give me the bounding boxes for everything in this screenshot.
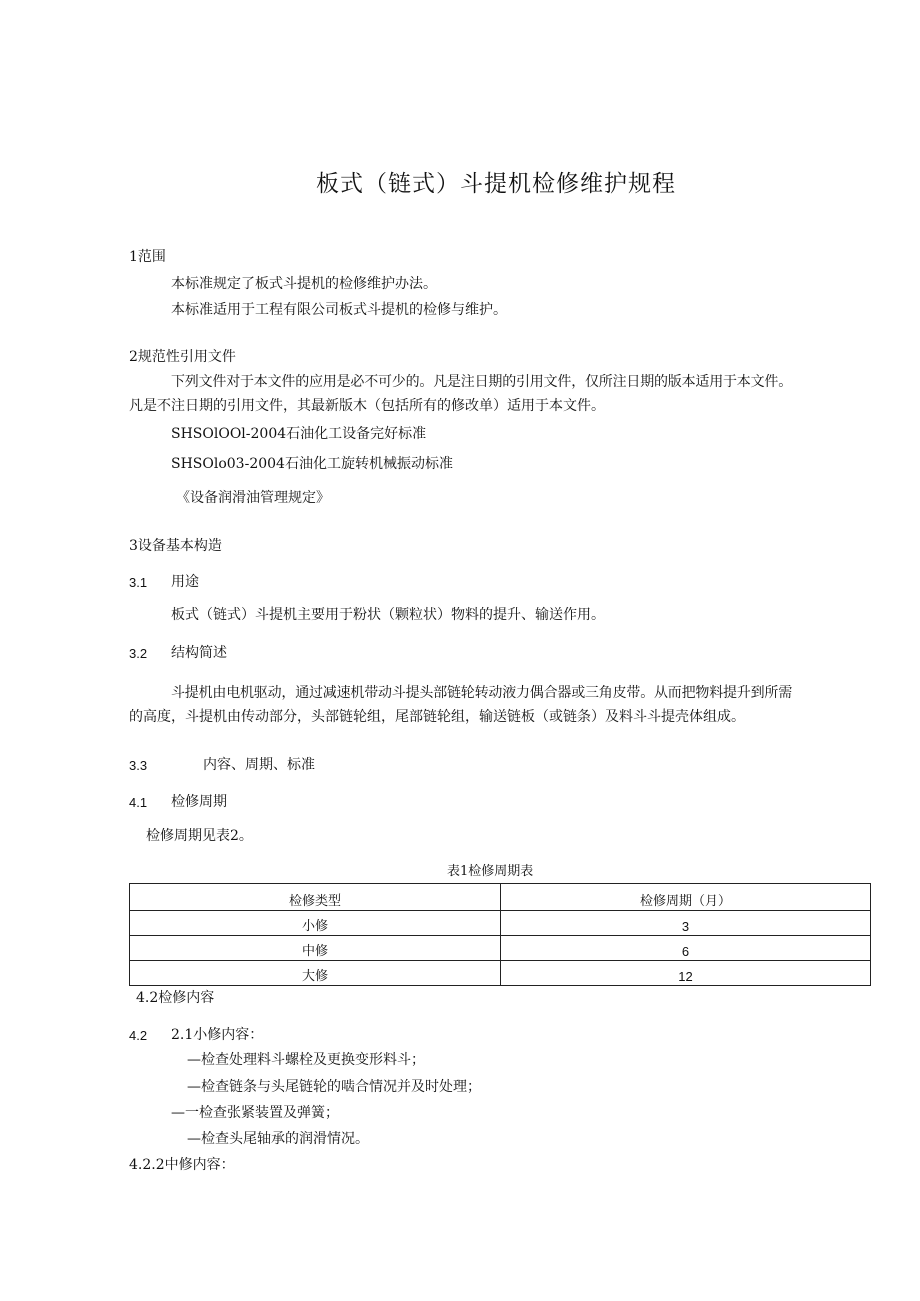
table-header-row (130, 884, 871, 911)
section-number: 3.1 (129, 575, 148, 590)
paragraph: 本标准适用于工程有限公司板式斗提机的检修与维护。 (171, 302, 507, 318)
section-number: 3.3 (129, 758, 148, 773)
list-item: —检查链条与头尾链轮的啮合情况并及时处理； (187, 1079, 481, 1095)
table-header-cell: 检修周期（月） (501, 884, 871, 911)
section-title: 2.1小修内容： (171, 1027, 264, 1043)
paragraph: 本标准规定了板式斗提机的检修维护办法。 (171, 276, 437, 292)
reference-item: SHSOlOOl-2004石油化工设备完好标准 (171, 426, 427, 442)
paragraph: 板式（链式）斗提机主要用于粉状（颗粒状）物料的提升、输送作用。 (171, 607, 605, 623)
table-cell: 6 (501, 936, 871, 961)
table-cell: 中修 (130, 936, 501, 961)
section-number: 4.1 (129, 795, 148, 810)
list-item: —一检查张紧装置及弹簧； (171, 1105, 339, 1121)
paragraph: 凡是不注日期的引用文件，其最新版木（包括所有的修改单）适用于本文件。 (129, 398, 605, 414)
section-heading: 4.2检修内容 (136, 990, 215, 1006)
table-cell: 3 (501, 911, 871, 936)
reference-item: 《设备润滑油管理规定》 (176, 490, 330, 506)
table-row (130, 911, 871, 936)
section-title: 结构简述 (171, 645, 227, 661)
page-title: 板式（链式）斗提机检修维护规程 (316, 171, 676, 197)
table-row (130, 961, 871, 986)
paragraph: 检修周期见表2。 (146, 828, 253, 844)
section-number: 4.2 (129, 1028, 148, 1043)
table-row (130, 936, 871, 961)
section-number: 3.2 (129, 646, 148, 661)
section-title: 检修周期 (171, 794, 227, 810)
maintenance-cycle-table (129, 883, 871, 986)
section-title: 4.2.2中修内容： (129, 1157, 235, 1173)
list-item: —检查处理料斗螺栓及更换变形料斗； (187, 1052, 425, 1068)
table-caption: 表1检修周期表 (447, 864, 534, 879)
paragraph: 下列文件对于本文件的应用是必不可少的。凡是注日期的引用文件，仅所注日期的版本适用于本文件。 (171, 374, 792, 390)
table-cell: 小修 (130, 911, 501, 936)
section-title: 内容、周期、标准 (203, 757, 315, 773)
reference-item: SHSOlo03-2004石油化工旋转机械振动标准 (171, 456, 453, 472)
paragraph: 的高度，斗提机由传动部分，头部链轮组，尾部链轮组，输送链板（或链条）及料斗斗提壳体组成。 (129, 709, 745, 725)
list-item: —检查头尾轴承的润滑情况。 (187, 1131, 369, 1147)
section-2-heading: 2规范性引用文件 (129, 349, 236, 365)
table-cell: 12 (501, 961, 871, 986)
paragraph: 斗提机由电机驱动，通过减速机带动斗提头部链轮转动液力偶合器或三角皮带。从而把物料提升到所需 (171, 685, 792, 701)
section-title: 用途 (171, 574, 199, 590)
table-header-cell: 检修类型 (130, 884, 501, 911)
table-cell: 大修 (130, 961, 501, 986)
section-1-heading: 1范围 (129, 249, 166, 265)
section-3-heading: 3设备基本构造 (129, 538, 222, 554)
